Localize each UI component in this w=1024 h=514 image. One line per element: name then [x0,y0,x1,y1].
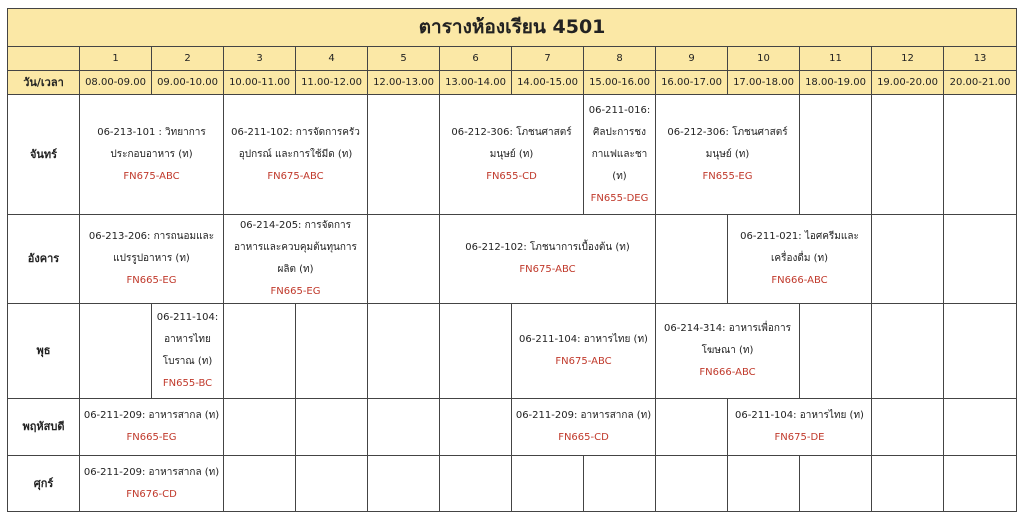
time-slot: 08.00-09.00 [80,71,152,95]
course-name: 06-211-016: ศิลปะการชงกาแฟและชา (ท) [588,104,651,182]
room-code: FN675-DE [774,432,825,443]
empty-slot [872,95,944,215]
time-slot: 16.00-17.00 [656,71,728,95]
period-number: 13 [944,47,1017,71]
corner-cell [8,47,80,71]
period-number: 10 [728,47,800,71]
course-name: 06-211-021: ไอศครีมและเครื่องดื่ม (ท) [740,231,859,264]
empty-slot [440,399,512,456]
time-slot: 13.00-14.00 [440,71,512,95]
room-code: FN665-EG [126,275,177,286]
day-row-wednesday [8,304,1017,399]
room-code: FN655-BC [162,378,213,389]
class-block[interactable] [80,399,224,456]
day-label: อังคาร [8,215,80,304]
empty-slot [296,456,368,512]
time-slot: 17.00-18.00 [728,71,800,95]
course-name: 06-211-104: อาหารไทย (ท) [735,410,864,421]
day-label: พฤหัสบดี [8,399,80,456]
class-block[interactable] [440,95,584,215]
day-row-friday [8,456,1017,512]
time-slot: 14.00-15.00 [512,71,584,95]
course-name: 06-211-104: อาหารไทย (ท) [519,334,648,345]
time-slot: 12.00-13.00 [368,71,440,95]
class-block[interactable] [440,215,656,304]
room-code: FN666-ABC [771,275,828,286]
empty-slot [800,456,872,512]
period-number: 1 [80,47,152,71]
empty-slot [944,215,1017,304]
empty-slot [368,399,440,456]
class-block[interactable] [80,215,224,304]
room-code: FN675-ABC [267,170,324,182]
class-block[interactable] [656,304,800,399]
class-block[interactable] [80,95,224,215]
empty-slot [80,304,152,399]
day-row-tuesday [8,215,1017,304]
class-block[interactable] [224,215,368,304]
room-code: FN666-ABC [699,367,756,378]
empty-slot [224,399,296,456]
course-name: 06-211-209: อาหารสากล (ท) [83,410,220,421]
empty-slot [872,456,944,512]
timetable [7,8,1017,512]
period-number: 4 [296,47,368,71]
empty-slot [368,215,440,304]
class-block[interactable] [584,95,656,215]
empty-slot [440,456,512,512]
room-code: FN665-EG [270,286,321,297]
course-name: 06-214-205: การจัดการอาหารและควบคุมต้นทุนการผลิต (ท) [234,220,357,275]
empty-slot [872,215,944,304]
room-code: FN675-ABC [519,264,576,275]
course-name: 06-213-206: การถนอมและแปรรูปอาหาร (ท) [88,231,215,264]
room-code: FN676-CD [126,488,177,500]
course-name: 06-214-314: อาหารเพื่อการโฆษณา (ท) [664,323,791,356]
time-slot: 19.00-20.00 [872,71,944,95]
empty-slot [368,304,440,399]
empty-slot [296,304,368,399]
period-number: 11 [800,47,872,71]
day-time-header: วัน/เวลา [8,71,80,95]
period-number: 6 [440,47,512,71]
time-slot: 09.00-10.00 [152,71,224,95]
empty-slot [368,95,440,215]
empty-slot [440,304,512,399]
course-name: 06-212-102: โภชนาการเบื้องต้น (ท) [465,242,630,253]
class-block[interactable] [512,304,656,399]
time-slot: 18.00-19.00 [800,71,872,95]
empty-slot [584,456,656,512]
class-block[interactable] [656,95,800,215]
period-number: 5 [368,47,440,71]
course-name: 06-211-209: อาหารสากล (ท) [83,466,220,478]
empty-slot [944,95,1017,215]
class-block[interactable] [728,399,872,456]
room-code: FN655-CD [486,170,537,182]
time-slot: 20.00-21.00 [944,71,1017,95]
empty-slot [512,456,584,512]
room-code: FN655-EG [702,170,753,182]
empty-slot [368,456,440,512]
day-label: ศุกร์ [8,456,80,512]
empty-slot [656,399,728,456]
period-number: 3 [224,47,296,71]
course-name: 06-211-102: การจัดการครัว อุปกรณ์ และการใช้มีด (ท) [231,126,360,160]
period-number: 9 [656,47,728,71]
day-label: พุธ [8,304,80,399]
empty-slot [656,215,728,304]
period-number: 12 [872,47,944,71]
empty-slot [800,304,872,399]
empty-slot [944,456,1017,512]
day-row-monday [8,95,1017,215]
course-name: 06-212-306: โภชนศาสตร์มนุษย์ (ท) [667,126,788,160]
empty-slot [800,95,872,215]
day-label: จันทร์ [8,95,80,215]
course-name: 06-213-101 : วิทยาการประกอบอาหาร (ท) [97,126,206,160]
empty-slot [224,304,296,399]
class-block[interactable] [512,399,656,456]
empty-slot [296,399,368,456]
room-code: FN675-ABC [123,170,180,182]
day-row-thursday [8,399,1017,456]
course-name: 06-211-104: อาหารไทยโบราณ (ท) [156,312,219,367]
time-row [8,71,1017,95]
class-block[interactable] [224,95,368,215]
period-number: 8 [584,47,656,71]
page-title: ตารางห้องเรียน 4501 [8,9,1017,47]
time-slot: 15.00-16.00 [584,71,656,95]
empty-slot [944,399,1017,456]
time-slot: 11.00-12.00 [296,71,368,95]
empty-slot [872,399,944,456]
room-code: FN655-DEG [590,192,649,204]
course-name: 06-211-209: อาหารสากล (ท) [515,410,652,421]
period-number-row [8,47,1017,71]
class-block[interactable] [728,215,872,304]
empty-slot [872,304,944,399]
room-code: FN665-EG [126,432,177,443]
course-name: 06-212-306: โภชนศาสตร์มนุษย์ (ท) [451,126,572,160]
title-row [8,9,1017,47]
empty-slot [728,456,800,512]
room-code: FN665-CD [558,432,609,443]
room-code: FN675-ABC [555,356,612,367]
empty-slot [944,304,1017,399]
period-number: 2 [152,47,224,71]
time-slot: 10.00-11.00 [224,71,296,95]
empty-slot [224,456,296,512]
empty-slot [656,456,728,512]
class-block[interactable] [152,304,224,399]
period-number: 7 [512,47,584,71]
class-block[interactable] [80,456,224,512]
